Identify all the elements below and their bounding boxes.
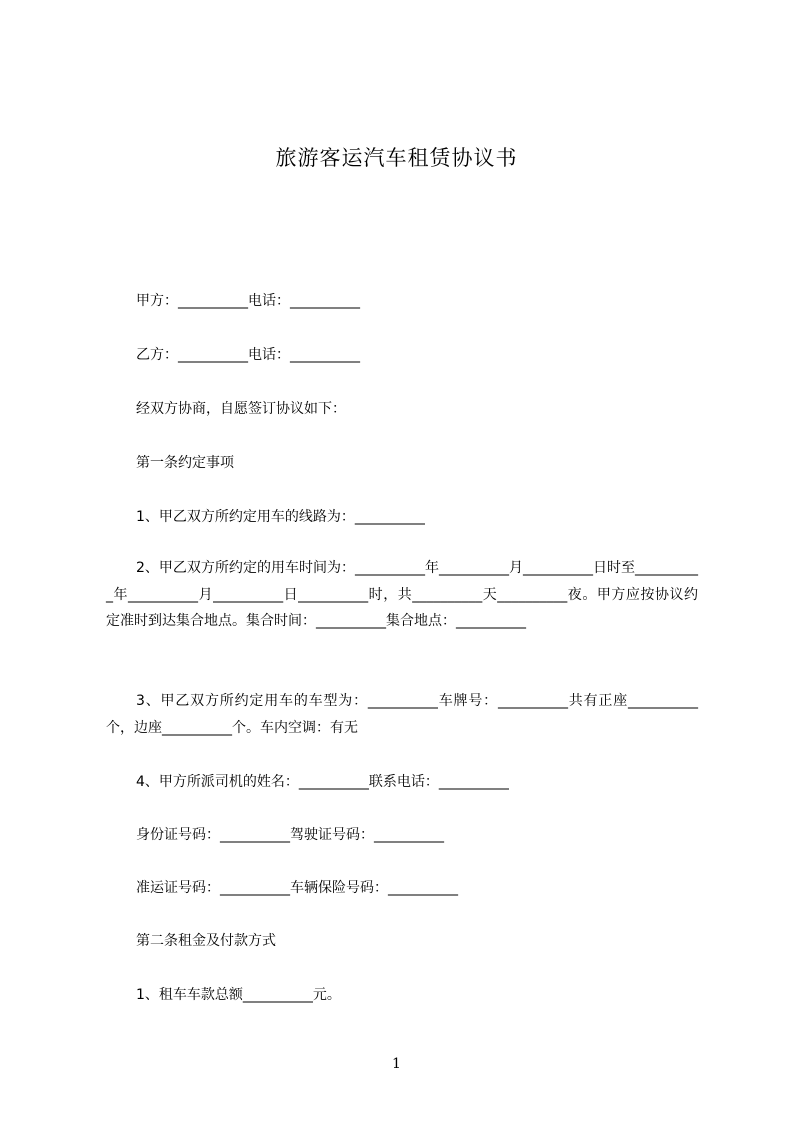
id-license-numbers: 身份证号码：__________驾驶证号码：__________ [136, 827, 444, 843]
rent-item-1: 1、租车车款总额__________元。 [136, 987, 341, 1003]
party-a-line: 甲方：__________电话：__________ [136, 293, 360, 309]
article-1-heading: 第一条约定事项 [136, 455, 234, 471]
permit-insurance-numbers: 准运证号码：__________车辆保险号码：__________ [136, 880, 458, 896]
agreement-intro: 经双方协商，自愿签订协议如下： [136, 401, 346, 417]
party-b-line: 乙方：__________电话：__________ [136, 347, 360, 363]
page-number: 1 [392, 1056, 401, 1072]
item-4-driver: 4、甲方所派司机的姓名：__________联系电话：__________ [136, 774, 509, 790]
item-2-schedule: 2、甲乙双方所约定的用车时间为：__________年__________月__________日时至__________年__________月__________日__________时，共__________天__________夜。甲方应按协议约定准时到达集合地点。集合时间：__________集合地点：__________ [106, 560, 698, 629]
item-3-vehicle: 3、甲乙双方所约定用车的车型为：__________车牌号：__________共有正座__________个，边座__________个。车内空调：有无 [106, 693, 698, 736]
document-title: 旅游客运汽车租赁协议书 [275, 146, 518, 170]
article-2-heading: 第二条租金及付款方式 [136, 933, 276, 949]
item-1-route: 1、甲乙双方所约定用车的线路为：__________ [136, 509, 425, 525]
